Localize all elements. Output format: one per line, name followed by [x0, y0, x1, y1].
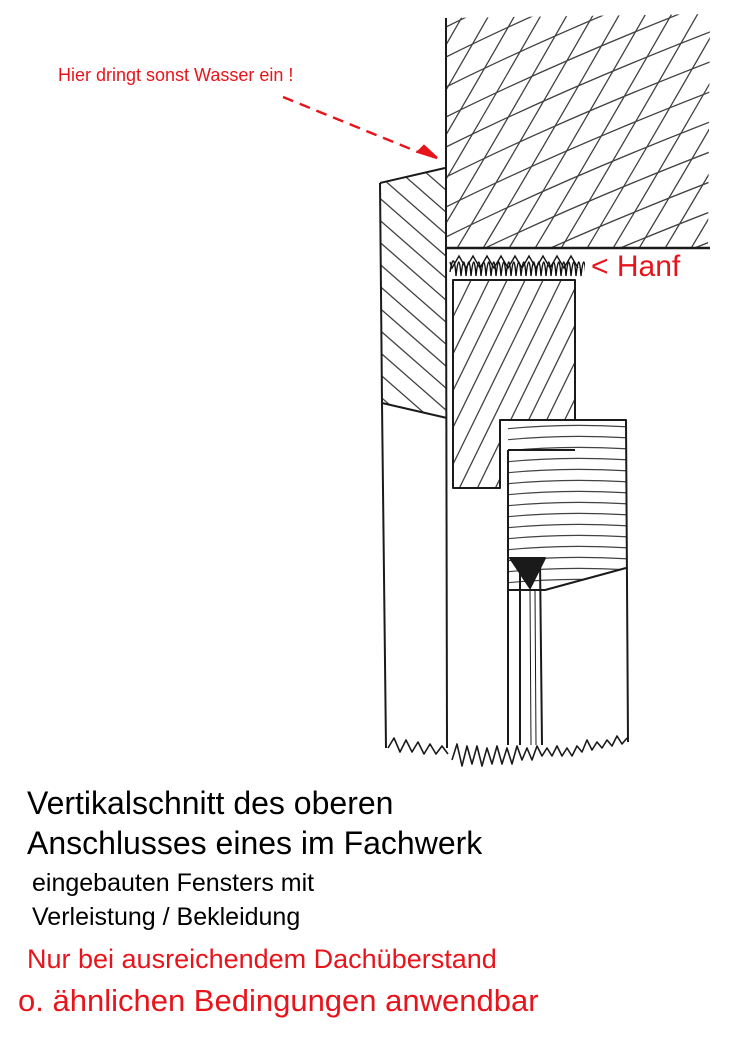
wood-grain-stroke	[375, 106, 455, 176]
wood-grain-stroke	[375, 150, 455, 220]
wood-grain-stroke	[612, 10, 750, 250]
wood-grain-stroke	[352, 10, 492, 250]
wood-grain-stroke	[404, 10, 544, 250]
wood-grain-stroke	[534, 10, 674, 250]
wood-grain-stroke	[440, 270, 715, 390]
wood-grain-stroke	[564, 270, 674, 495]
wood-grain-stroke	[375, 18, 455, 88]
wood-grain-stroke	[430, 10, 570, 250]
wood-grain-stroke	[508, 10, 648, 250]
wood-grain-stroke	[716, 10, 750, 250]
wood-grain-stroke	[375, 260, 455, 330]
caption-line-4: Verleistung / Bekleidung	[32, 903, 301, 931]
water-warning-label: Hier dringt sonst Wasser ein !	[58, 65, 294, 85]
wood-grain-stroke	[505, 458, 630, 462]
window-frame-outline	[453, 280, 575, 488]
wood-grain-stroke	[222, 10, 362, 250]
wood-grain-stroke	[618, 270, 728, 495]
wood-grain-stroke	[505, 546, 630, 550]
wood-grain-stroke	[375, 392, 455, 462]
hemp-label: < Hanf	[591, 250, 681, 283]
wood-grain-stroke	[300, 10, 440, 250]
caption-line-1: Vertikalschnitt des oberen	[27, 785, 394, 821]
wood-grain-stroke	[546, 270, 656, 495]
wood-grain-stroke	[440, 300, 715, 420]
wood-grain-stroke	[505, 513, 630, 517]
usage-note-line-1: Nur bei ausreichendem Dachüberstand	[27, 944, 497, 974]
wood-grain-stroke	[450, 261, 586, 276]
usage-note-line-2: o. ähnlichen Bedingungen anwendbar	[18, 983, 539, 1018]
wood-grain-stroke	[375, 172, 455, 242]
wood-grain-stroke	[375, 326, 455, 396]
wall-face-line	[446, 248, 447, 748]
wood-grain-stroke	[375, 282, 455, 352]
wood-grain-stroke	[505, 524, 630, 528]
wood-grain-stroke	[378, 10, 518, 250]
wood-grain-stroke	[505, 480, 630, 484]
wood-grain-stroke	[505, 535, 630, 539]
wood-grain-stroke	[375, 238, 455, 308]
wood-grain-stroke	[274, 10, 414, 250]
break-line	[452, 736, 627, 766]
wood-grain-stroke	[505, 469, 630, 473]
wood-grain-stroke	[330, 270, 440, 495]
lower-cladding-line	[382, 403, 386, 748]
wood-grain-stroke	[375, 414, 455, 484]
wood-grain-stroke	[375, 194, 455, 264]
wood-grain-stroke	[440, 120, 715, 240]
wood-grain-stroke	[582, 270, 692, 495]
wood-grain-stroke	[456, 10, 596, 250]
wood-grain-stroke	[375, 84, 455, 154]
caption-line-2: Anschlusses eines im Fachwerk	[27, 825, 483, 861]
wood-grain-stroke	[375, 216, 455, 286]
wood-grain-stroke	[505, 502, 630, 506]
glass-line	[535, 590, 536, 745]
wood-grain-stroke	[402, 270, 512, 495]
wood-grain-stroke	[375, 304, 455, 374]
wood-grain-stroke	[638, 10, 750, 250]
glass-line	[530, 590, 531, 745]
wood-grain-stroke	[505, 491, 630, 495]
wood-grain-stroke	[528, 270, 638, 495]
wood-grain-stroke	[505, 425, 630, 429]
caption-line-3: eingebauten Fensters mit	[32, 869, 315, 897]
wood-grain-stroke	[505, 436, 630, 440]
wood-grain-stroke	[474, 270, 584, 495]
wood-grain-stroke	[375, 348, 455, 418]
wood-grain-stroke	[690, 10, 750, 250]
wood-grain-stroke	[600, 270, 710, 495]
wood-grain-stroke	[438, 270, 548, 495]
wood-grain-stroke	[312, 270, 422, 495]
warning-arrow	[283, 97, 437, 158]
wood-grain-stroke	[742, 10, 750, 250]
wood-grain-stroke	[348, 270, 458, 495]
glass-line	[540, 560, 542, 745]
wood-grain-stroke	[510, 270, 620, 495]
wood-grain-stroke	[375, 436, 455, 506]
wood-grain-stroke	[440, 90, 715, 210]
wood-grain-stroke	[375, 62, 455, 132]
break-line	[388, 738, 448, 754]
wood-grain-stroke	[375, 40, 455, 110]
wood-grain-stroke	[664, 10, 750, 250]
